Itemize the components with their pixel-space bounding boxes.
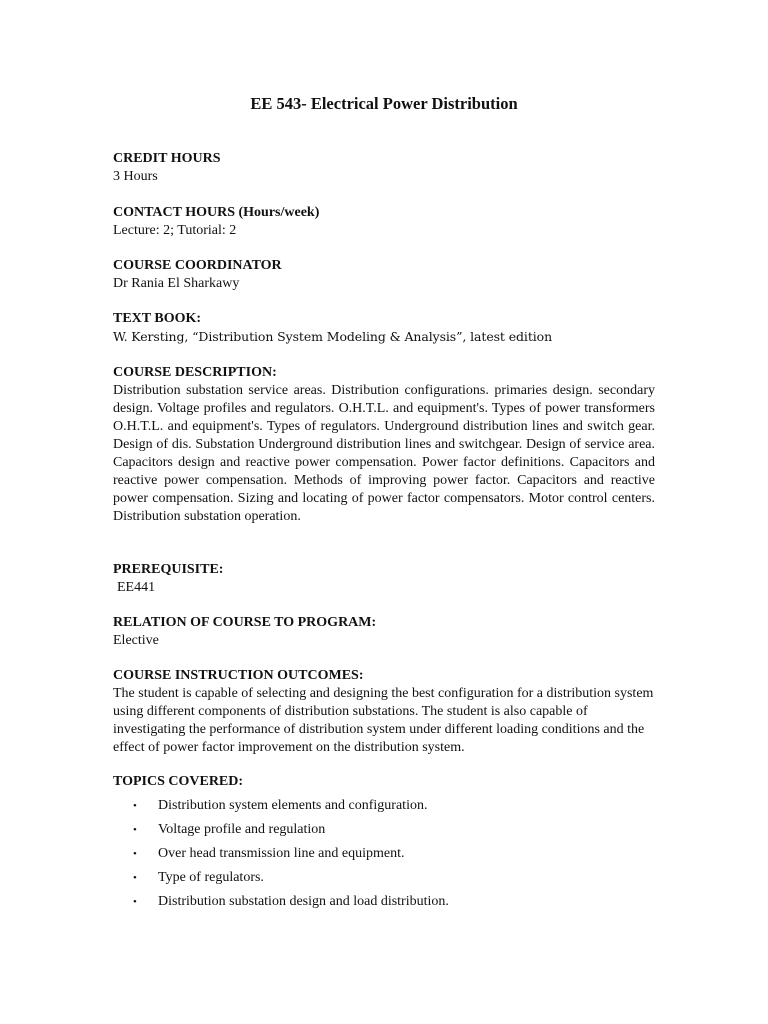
topic-text: Voltage profile and regulation — [158, 822, 326, 837]
topic-text: Distribution system elements and configuration. — [158, 798, 428, 813]
contact-hours-heading: CONTACT HOURS (Hours/week) — [113, 205, 320, 220]
outcomes-heading: COURSE INSTRUCTION OUTCOMES: — [113, 668, 364, 683]
course-description-text: Distribution substation service areas. Distribution configurations. primaries design. secondary design. Voltage profiles and regulators. O.H.T.L. and equipment's. Types of power transformers O.H.T.L. and equipment's. Types of regulators. Underground distribution lines and switch gear. Design of dis. Substation Underground distribution lines and switchgear. Design of service area. Capacitors design and reactive power compensation. Power factor definitions. Capacitors and reactive power compensation. Methods of improving power factor. Capacitors and reactive power compensation. Sizing and locating of power factor compensators. Motor control centers. Distribution substation operation. — [113, 383, 655, 524]
text-book-value: W. Kersting, “Distribution System Modeling & Analysis”, latest edition — [113, 329, 553, 344]
topic-item — [113, 845, 655, 869]
course-coordinator-heading: COURSE COORDINATOR — [113, 258, 282, 273]
prerequisite-section — [113, 561, 655, 597]
contact-hours-value: Lecture: 2; Tutorial: 2 — [113, 223, 237, 238]
text-book-heading: TEXT BOOK: — [113, 311, 202, 326]
credit-hours-section — [113, 150, 655, 186]
topic-item — [113, 893, 655, 917]
topics-section — [113, 773, 655, 917]
relation-heading: RELATION OF COURSE TO PROGRAM: — [113, 615, 377, 630]
contact-hours-section — [113, 204, 655, 240]
relation-value: Elective — [113, 633, 159, 648]
topic-text: Over head transmission line and equipment. — [158, 846, 405, 861]
topic-text: Distribution substation design and load distribution. — [158, 894, 449, 909]
topic-item — [113, 797, 655, 821]
prerequisite-value: EE441 — [117, 580, 156, 595]
bullet-icon: • — [133, 872, 137, 884]
topic-item — [113, 821, 655, 845]
prerequisite-heading: PREREQUISITE: — [113, 562, 224, 577]
course-description-section — [113, 364, 655, 526]
outcomes-text: The student is capable of selecting and designing the best configuration for a distribution system using different components of distribution substations. The student is also capable of investigating the performance of distribution system under different loading conditions and the effect of power factor improvement on the distribution system. — [113, 686, 654, 755]
course-title: EE 543- Electrical Power Distribution — [250, 94, 518, 113]
bullet-icon: • — [133, 896, 137, 908]
text-book-section — [113, 310, 655, 346]
topics-heading: TOPICS COVERED: — [113, 774, 244, 789]
course-description-heading: COURSE DESCRIPTION: — [113, 365, 277, 380]
credit-hours-value: 3 Hours — [113, 169, 158, 184]
topic-item — [113, 869, 655, 893]
bullet-icon: • — [133, 848, 137, 860]
relation-section — [113, 614, 655, 650]
credit-hours-heading: CREDIT HOURS — [113, 151, 221, 166]
course-coordinator-value: Dr Rania El Sharkawy — [113, 276, 240, 291]
topics-list — [113, 797, 655, 917]
outcomes-section — [113, 667, 655, 757]
course-coordinator-section — [113, 257, 655, 293]
bullet-icon: • — [133, 800, 137, 812]
bullet-icon: • — [133, 824, 137, 836]
topic-text: Type of regulators. — [158, 870, 264, 885]
